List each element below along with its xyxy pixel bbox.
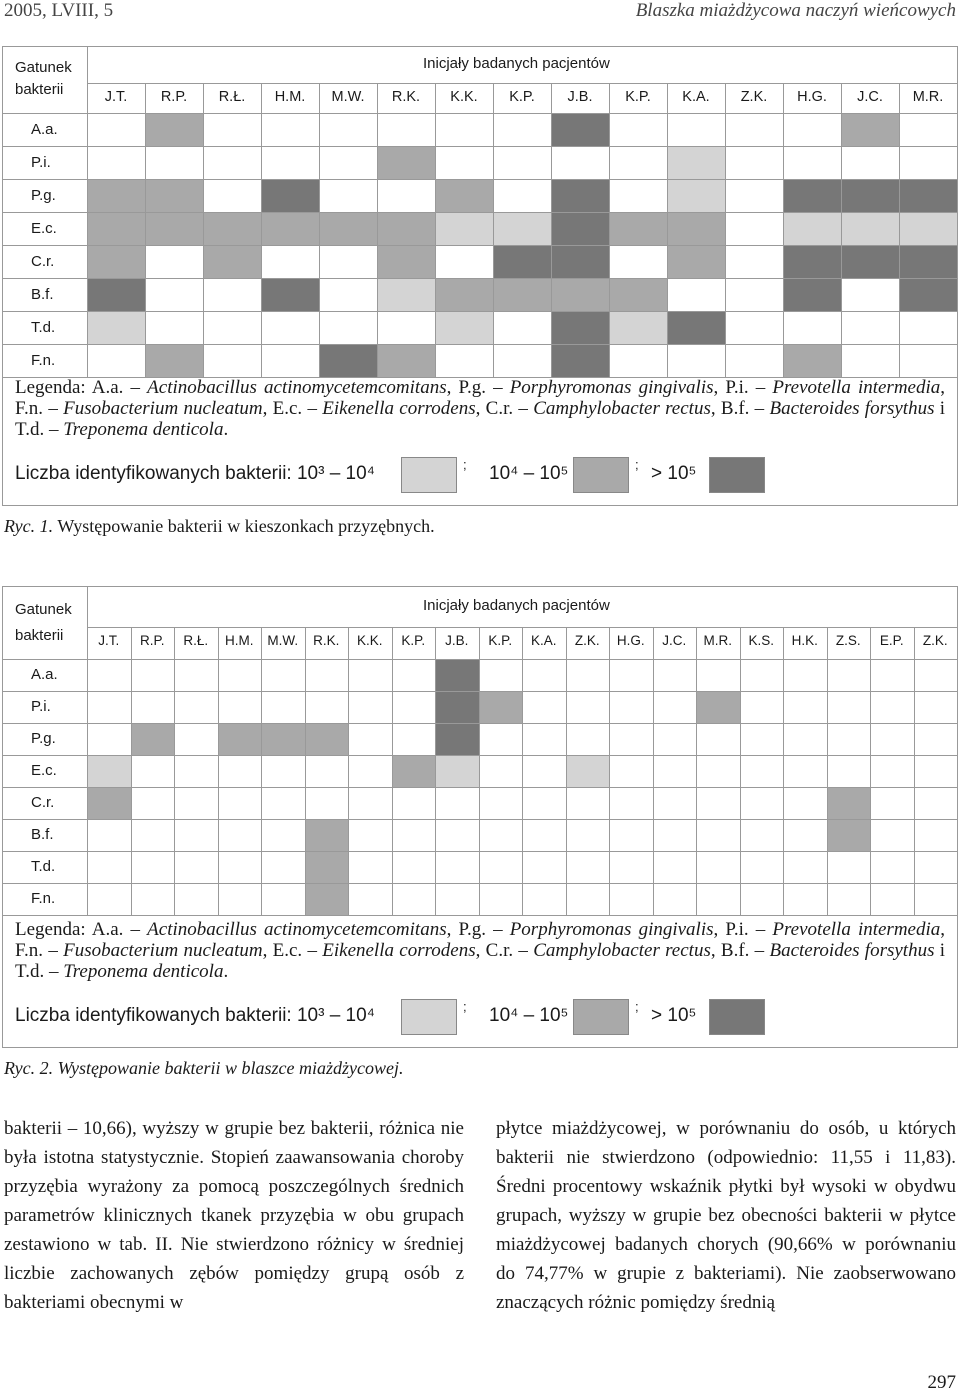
grid-line bbox=[653, 627, 654, 915]
legend-species-name: Prevotella intermedia bbox=[772, 919, 941, 940]
column-header: R.P. bbox=[160, 89, 188, 105]
legend-species-name: Treponema denticola bbox=[63, 419, 224, 440]
grid-line bbox=[827, 627, 828, 915]
sep-1: ; bbox=[463, 457, 467, 472]
legend-species-name: Eikenella corrodens bbox=[322, 398, 476, 419]
figure-2-caption bbox=[4, 1058, 403, 1079]
legend-species-name: Fusobacterium nucleatum bbox=[63, 398, 263, 419]
heat-cell bbox=[480, 692, 523, 723]
figure-2-grid bbox=[3, 587, 959, 909]
body-column-left: bakterii – 10,66), wyższy w grupie bez bakterii, różnica nie była istotna statystycznie. Stopień zaawansowania choroby przyzębia wyrażony za pomocą poszczególnych średnich parametrów klinicznych tkanek przyzębia w obu grupach zestawiono w tab. II. Nie stwierdzono różnicy w średniej liczbie zachowanych zębów pomiędzy grupą osób z bakteriami obecnymi w bbox=[4, 1118, 464, 1313]
heat-cell bbox=[306, 852, 349, 883]
legend-species-name: Fusobacterium nucleatum bbox=[63, 940, 263, 961]
grid-line bbox=[174, 627, 175, 915]
heat-cell bbox=[436, 660, 479, 691]
heat-cell bbox=[552, 279, 609, 311]
swatch-mid bbox=[573, 999, 629, 1035]
heat-cell bbox=[494, 213, 551, 245]
heat-cell bbox=[320, 213, 377, 245]
grid-line bbox=[914, 627, 915, 915]
column-header: Z.K. bbox=[574, 633, 600, 648]
patients-header: Inicjały badanych pacjentów bbox=[423, 55, 610, 72]
legend-lead: Legenda: A.a. – bbox=[15, 377, 148, 398]
journal-issue: 2005, LVIII, 5 bbox=[4, 0, 114, 21]
legend-abbrev: , P.g. – bbox=[446, 919, 510, 940]
row-label: B.f. bbox=[31, 285, 54, 303]
grid-line bbox=[3, 915, 957, 916]
heat-cell bbox=[610, 213, 667, 245]
caption-text: Występowanie bakterii w blaszce miażdżycowej. bbox=[53, 1058, 404, 1078]
row-label: B.f. bbox=[31, 826, 54, 843]
row-label: P.i. bbox=[31, 153, 51, 171]
grid-line bbox=[740, 627, 741, 915]
grid-line bbox=[3, 691, 957, 692]
row-label: E.c. bbox=[31, 762, 57, 779]
column-header: M.W. bbox=[267, 633, 299, 648]
column-header: K.P. bbox=[401, 633, 426, 648]
grid-line bbox=[783, 83, 784, 377]
grid-line bbox=[348, 627, 349, 915]
heat-cell bbox=[697, 692, 740, 723]
grid-line bbox=[392, 627, 393, 915]
figure-2-box bbox=[2, 586, 958, 1048]
legend-lead: Legenda: A.a. – bbox=[15, 919, 148, 940]
row-label: C.r. bbox=[31, 252, 55, 270]
column-header: H.M. bbox=[225, 633, 254, 648]
heat-cell bbox=[784, 180, 841, 212]
legend-abbrev: . bbox=[223, 961, 229, 982]
row-label: A.a. bbox=[31, 666, 58, 683]
legend-abbrev: , E.c. – bbox=[262, 940, 323, 961]
heat-cell bbox=[378, 279, 435, 311]
legend-species-name: Bacteroides forsythus bbox=[769, 398, 935, 419]
column-header: J.B. bbox=[445, 633, 469, 648]
column-header: H.M. bbox=[274, 89, 306, 105]
legend-abbrev: i T.d. – bbox=[15, 940, 946, 982]
count-high-label: > 10⁵ bbox=[651, 463, 697, 484]
body-column-right: płytce miażdżycowej, w porównaniu do osób, u których bakterii nie stwierdzono (odpowiednio: 11,55 i 11,83). Średni procentowy wskaźnik płytki był wysoki w obydwu grupach, wyższy w grupie bez obecności bakterii w płytce miażdżycowej badanych chorych (90,66% w porównaniu do 74,77% w grupie z bakteriami). Nie zaobserwowano znaczących różnic pomiędzy średnią bbox=[496, 1118, 956, 1313]
count-label: Liczba identyfikowanych bakterii: 10³ – 10⁴ bbox=[15, 1005, 375, 1026]
heat-cell bbox=[900, 246, 957, 278]
figure-1-box bbox=[2, 46, 958, 506]
heat-cell bbox=[668, 246, 725, 278]
caption-text: Występowanie bakterii w kieszonkach przyzębnych. bbox=[53, 516, 435, 536]
column-header: M.W. bbox=[331, 89, 365, 105]
count-mid-label: 10⁴ – 10⁵ bbox=[489, 1005, 569, 1026]
heat-cell bbox=[146, 345, 203, 377]
swatch-high bbox=[709, 999, 765, 1035]
grid-line bbox=[319, 83, 320, 377]
heat-cell bbox=[204, 246, 261, 278]
sep-1: ; bbox=[463, 999, 467, 1014]
heat-cell bbox=[219, 724, 262, 755]
heat-cell bbox=[842, 246, 899, 278]
grid-line bbox=[131, 627, 132, 915]
heat-cell bbox=[668, 180, 725, 212]
grid-line bbox=[609, 83, 610, 377]
legend-species-name: Porphyromonas gingivalis bbox=[509, 919, 714, 940]
heat-cell bbox=[900, 279, 957, 311]
heat-cell bbox=[378, 213, 435, 245]
column-header: J.B. bbox=[567, 89, 593, 105]
count-label: Liczba identyfikowanych bakterii: 10³ – 10⁴ bbox=[15, 463, 375, 484]
swatch-mid bbox=[573, 457, 629, 493]
legend-abbrev: , P.g. – bbox=[446, 377, 510, 398]
grid-line bbox=[551, 83, 552, 377]
grid-line bbox=[87, 83, 88, 377]
grid-line bbox=[566, 627, 567, 915]
legend-abbrev: . bbox=[223, 419, 229, 440]
heat-cell bbox=[262, 180, 319, 212]
grid-line bbox=[3, 245, 957, 246]
legend-abbrev: , B.f. – bbox=[710, 940, 770, 961]
grid-line bbox=[3, 113, 957, 114]
grid-line bbox=[3, 787, 957, 788]
heat-cell bbox=[552, 180, 609, 212]
heat-cell bbox=[436, 279, 493, 311]
heat-cell bbox=[262, 724, 305, 755]
figure-1-legend bbox=[15, 377, 945, 440]
row-label: T.d. bbox=[31, 858, 56, 875]
heat-cell bbox=[204, 213, 261, 245]
heat-cell bbox=[306, 724, 349, 755]
heat-cell bbox=[146, 180, 203, 212]
swatch-low bbox=[401, 999, 457, 1035]
column-header: K.K. bbox=[356, 633, 383, 648]
legend-species-name: Camphylobacter rectus bbox=[533, 940, 711, 961]
heat-cell bbox=[88, 788, 131, 819]
grid-line bbox=[3, 311, 957, 312]
figure-1-grid bbox=[3, 47, 959, 367]
heat-cell bbox=[900, 213, 957, 245]
grid-line bbox=[261, 83, 262, 377]
column-header: R.Ł. bbox=[183, 633, 209, 648]
legend-species-name: Bacteroides forsythus bbox=[769, 940, 935, 961]
grid-line bbox=[479, 627, 480, 915]
figure-2-count-scale bbox=[15, 999, 945, 1037]
count-high-label: > 10⁵ bbox=[651, 1005, 697, 1026]
caption-number: Ryc. 1. bbox=[4, 516, 54, 536]
species-header-line2: bakterii bbox=[15, 627, 64, 644]
heat-cell bbox=[436, 180, 493, 212]
legend-abbrev: , E.c. – bbox=[262, 398, 323, 419]
heat-cell bbox=[262, 279, 319, 311]
grid-line bbox=[725, 83, 726, 377]
heat-cell bbox=[842, 114, 899, 146]
grid-line bbox=[493, 83, 494, 377]
grid-line bbox=[783, 627, 784, 915]
heat-cell bbox=[900, 180, 957, 212]
grid-line bbox=[3, 723, 957, 724]
page-number: 297 bbox=[927, 1372, 956, 1393]
legend-species-name: Prevotella intermedia bbox=[772, 377, 941, 398]
column-header: J.T. bbox=[98, 633, 120, 648]
heat-cell bbox=[306, 820, 349, 851]
grid-line bbox=[203, 83, 204, 377]
legend-abbrev: , F.n. – bbox=[15, 919, 946, 961]
column-header: K.K. bbox=[450, 89, 478, 105]
heat-cell bbox=[552, 246, 609, 278]
heat-cell bbox=[393, 756, 436, 787]
swatch-low bbox=[401, 457, 457, 493]
grid-line bbox=[3, 819, 957, 820]
heat-cell bbox=[610, 279, 667, 311]
heat-cell bbox=[784, 345, 841, 377]
column-header: R.K. bbox=[313, 633, 340, 648]
column-header: M.R. bbox=[703, 633, 732, 648]
row-label: P.g. bbox=[31, 730, 56, 747]
legend-species-name: Actinobacillus actinomycetemcomitans bbox=[147, 919, 447, 940]
grid-line bbox=[87, 83, 957, 84]
grid-line bbox=[377, 83, 378, 377]
grid-line bbox=[696, 627, 697, 915]
heat-cell bbox=[378, 147, 435, 179]
legend-abbrev: , P.i. – bbox=[713, 919, 773, 940]
grid-line bbox=[3, 344, 957, 345]
legend-species-name: Treponema denticola bbox=[63, 961, 224, 982]
grid-line bbox=[435, 627, 436, 915]
heat-cell bbox=[567, 756, 610, 787]
grid-line bbox=[3, 883, 957, 884]
heat-cell bbox=[132, 724, 175, 755]
grid-line bbox=[435, 83, 436, 377]
column-header: J.T. bbox=[104, 89, 128, 105]
column-header: R.P. bbox=[139, 633, 165, 648]
grid-line bbox=[3, 278, 957, 279]
grid-line bbox=[145, 83, 146, 377]
heat-cell bbox=[436, 756, 479, 787]
legend-species-name: Eikenella corrodens bbox=[322, 940, 476, 961]
heat-cell bbox=[436, 692, 479, 723]
column-header: K.A. bbox=[530, 633, 557, 648]
column-header: K.P. bbox=[625, 89, 651, 105]
caption-number: Ryc. 2. bbox=[4, 1058, 54, 1078]
heat-cell bbox=[436, 213, 493, 245]
heat-cell bbox=[552, 114, 609, 146]
heat-cell bbox=[436, 724, 479, 755]
grid-line bbox=[3, 659, 957, 660]
grid-line bbox=[899, 83, 900, 377]
row-label: E.c. bbox=[31, 219, 57, 237]
heat-cell bbox=[88, 312, 145, 344]
grid-line bbox=[609, 627, 610, 915]
figure-1-caption bbox=[4, 516, 435, 537]
grid-line bbox=[87, 587, 88, 627]
row-label: F.n. bbox=[31, 351, 56, 369]
heat-cell bbox=[436, 312, 493, 344]
heat-cell bbox=[88, 180, 145, 212]
swatch-high bbox=[709, 457, 765, 493]
row-label: T.d. bbox=[31, 318, 56, 336]
legend-abbrev: , B.f. – bbox=[710, 398, 770, 419]
grid-line bbox=[667, 83, 668, 377]
row-label: A.a. bbox=[31, 120, 58, 138]
column-header: K.A. bbox=[682, 89, 710, 105]
figure-2-legend bbox=[15, 919, 945, 982]
heat-cell bbox=[262, 213, 319, 245]
legend-abbrev: , C.r. – bbox=[475, 940, 534, 961]
row-label: P.g. bbox=[31, 186, 56, 204]
running-title: Blaszka miażdżycowa naczyń wieńcowych bbox=[635, 0, 956, 21]
legend-species-name: Actinobacillus actinomycetemcomitans bbox=[147, 377, 447, 398]
heat-cell bbox=[88, 246, 145, 278]
legend-species-name: Porphyromonas gingivalis bbox=[509, 377, 714, 398]
heat-cell bbox=[88, 279, 145, 311]
column-header: R.K. bbox=[391, 89, 421, 105]
column-header: K.P. bbox=[509, 89, 535, 105]
heat-cell bbox=[842, 180, 899, 212]
grid-line bbox=[3, 146, 957, 147]
heat-cell bbox=[88, 756, 131, 787]
heat-cell bbox=[784, 279, 841, 311]
row-label: C.r. bbox=[31, 794, 55, 811]
heat-cell bbox=[668, 147, 725, 179]
species-header-line1: Gatunek bbox=[15, 601, 72, 618]
species-header-line1: Gatunek bbox=[15, 59, 72, 76]
heat-cell bbox=[610, 312, 667, 344]
figure-1-count-scale bbox=[15, 457, 945, 495]
heat-cell bbox=[88, 213, 145, 245]
column-header: J.C. bbox=[857, 89, 883, 105]
grid-line bbox=[305, 627, 306, 915]
species-header-line2: bakterii bbox=[15, 81, 64, 98]
heat-cell bbox=[784, 246, 841, 278]
count-mid-label: 10⁴ – 10⁵ bbox=[489, 463, 569, 484]
legend-species-name: Camphylobacter rectus bbox=[533, 398, 711, 419]
heat-cell bbox=[378, 246, 435, 278]
heat-cell bbox=[378, 345, 435, 377]
column-header: R.Ł. bbox=[218, 89, 246, 105]
grid-line bbox=[87, 47, 88, 83]
grid-line bbox=[87, 627, 957, 628]
row-label: P.i. bbox=[31, 698, 51, 715]
heat-cell bbox=[552, 312, 609, 344]
grid-line bbox=[261, 627, 262, 915]
grid-line bbox=[3, 755, 957, 756]
heat-cell bbox=[494, 246, 551, 278]
column-header: Z.K. bbox=[922, 633, 948, 648]
grid-line bbox=[957, 83, 958, 377]
grid-line bbox=[841, 83, 842, 377]
heat-cell bbox=[828, 820, 871, 851]
heat-cell bbox=[784, 213, 841, 245]
legend-abbrev: i T.d. – bbox=[15, 398, 946, 440]
grid-line bbox=[87, 627, 88, 915]
column-header: K.P. bbox=[488, 633, 513, 648]
column-header: H.K. bbox=[791, 633, 818, 648]
heat-cell bbox=[494, 279, 551, 311]
column-header: K.S. bbox=[748, 633, 774, 648]
column-header: H.G. bbox=[616, 633, 645, 648]
legend-abbrev: , P.i. – bbox=[713, 377, 773, 398]
running-header bbox=[0, 0, 960, 34]
row-label: F.n. bbox=[31, 890, 56, 907]
grid-line bbox=[522, 627, 523, 915]
grid-line bbox=[3, 212, 957, 213]
grid-line bbox=[218, 627, 219, 915]
grid-line bbox=[957, 627, 958, 915]
heat-cell bbox=[668, 213, 725, 245]
grid-line bbox=[870, 627, 871, 915]
column-header: H.G. bbox=[797, 89, 827, 105]
column-header: E.P. bbox=[879, 633, 904, 648]
heat-cell bbox=[552, 213, 609, 245]
grid-line bbox=[3, 851, 957, 852]
patients-header: Inicjały badanych pacjentów bbox=[423, 597, 610, 614]
heat-cell bbox=[320, 345, 377, 377]
legend-abbrev: , F.n. – bbox=[15, 377, 946, 419]
heat-cell bbox=[306, 884, 349, 915]
column-header: Z.K. bbox=[740, 89, 768, 105]
grid-line bbox=[3, 179, 957, 180]
sep-2: ; bbox=[635, 457, 639, 472]
sep-2: ; bbox=[635, 999, 639, 1014]
column-header: J.C. bbox=[662, 633, 687, 648]
heat-cell bbox=[828, 788, 871, 819]
heat-cell bbox=[146, 114, 203, 146]
legend-abbrev: , C.r. – bbox=[475, 398, 534, 419]
heat-cell bbox=[552, 345, 609, 377]
column-header: M.R. bbox=[912, 89, 944, 105]
heat-cell bbox=[668, 312, 725, 344]
heat-cell bbox=[146, 213, 203, 245]
heat-cell bbox=[842, 213, 899, 245]
column-header: Z.S. bbox=[835, 633, 861, 648]
